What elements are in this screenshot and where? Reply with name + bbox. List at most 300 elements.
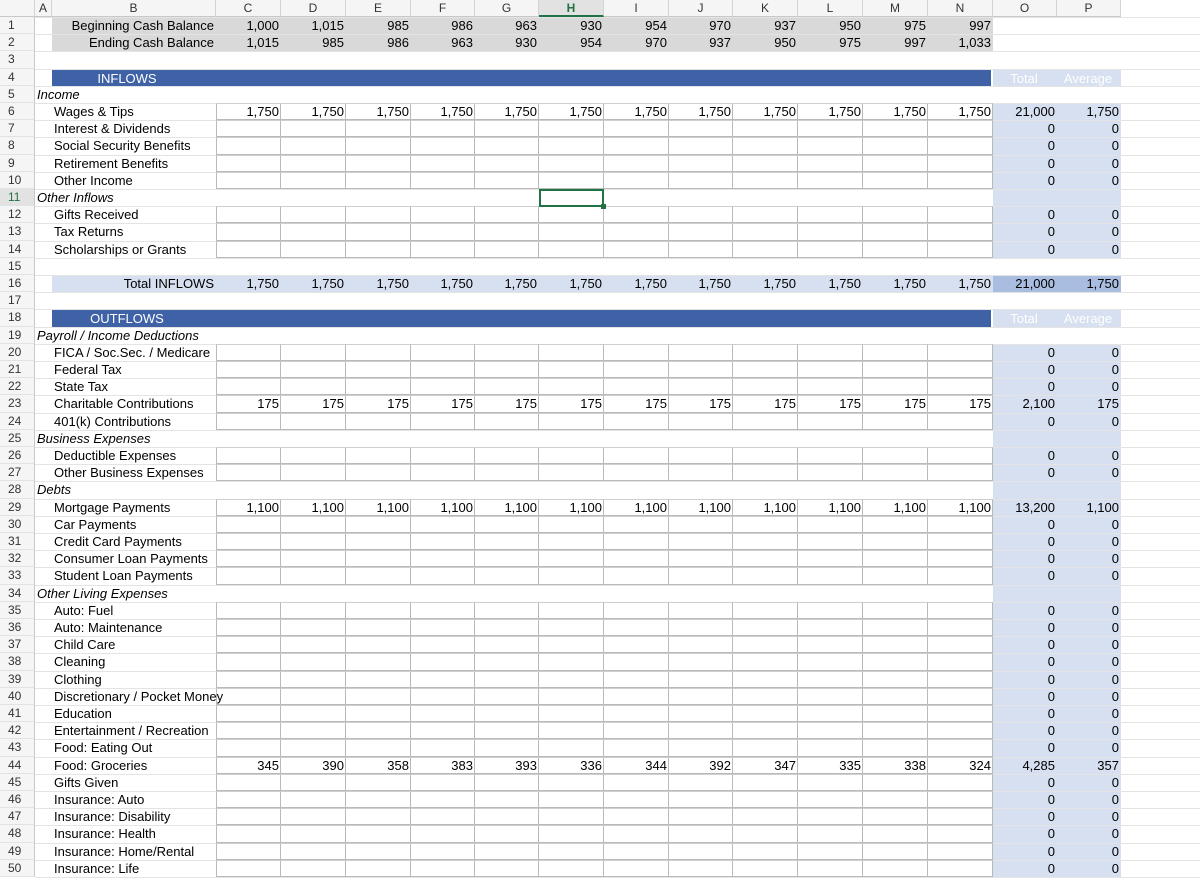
row-header-31[interactable]: 31 xyxy=(0,533,35,550)
row-header-38[interactable]: 38 xyxy=(0,653,35,670)
column-header-a[interactable]: A xyxy=(35,0,52,17)
input-cell[interactable] xyxy=(798,206,863,223)
input-cell[interactable] xyxy=(216,653,281,670)
input-cell[interactable] xyxy=(539,567,604,584)
input-cell[interactable] xyxy=(281,636,346,653)
input-cell[interactable] xyxy=(411,464,475,481)
row-header-30[interactable]: 30 xyxy=(0,516,35,533)
input-cell[interactable] xyxy=(281,516,346,533)
input-cell[interactable] xyxy=(281,619,346,636)
input-cell[interactable] xyxy=(798,688,863,705)
input-cell[interactable] xyxy=(346,137,411,154)
input-cell[interactable] xyxy=(798,825,863,842)
input-cell[interactable] xyxy=(539,550,604,567)
input-cell[interactable] xyxy=(475,722,539,739)
input-cell[interactable] xyxy=(733,464,798,481)
input-cell[interactable] xyxy=(928,516,993,533)
input-cell[interactable] xyxy=(539,860,604,877)
input-cell[interactable] xyxy=(669,344,733,361)
column-header-p[interactable]: P xyxy=(1057,0,1121,17)
input-cell[interactable] xyxy=(216,567,281,584)
input-cell[interactable] xyxy=(539,361,604,378)
input-cell[interactable] xyxy=(411,206,475,223)
input-cell[interactable] xyxy=(604,172,669,189)
input-cell[interactable] xyxy=(346,378,411,395)
input-cell[interactable] xyxy=(863,825,928,842)
input-cell[interactable] xyxy=(928,653,993,670)
input-cell[interactable] xyxy=(216,722,281,739)
input-cell[interactable] xyxy=(863,688,928,705)
input-cell[interactable] xyxy=(346,361,411,378)
input-cell[interactable] xyxy=(798,447,863,464)
column-header-j[interactable]: J xyxy=(669,0,733,17)
input-cell[interactable] xyxy=(475,774,539,791)
row-header-41[interactable]: 41 xyxy=(0,705,35,722)
input-cell[interactable] xyxy=(604,653,669,670)
input-cell[interactable] xyxy=(539,120,604,137)
input-cell[interactable] xyxy=(346,206,411,223)
input-cell[interactable] xyxy=(346,688,411,705)
input-cell[interactable] xyxy=(216,413,281,430)
input-cell[interactable] xyxy=(346,464,411,481)
input-cell[interactable] xyxy=(733,688,798,705)
input-cell[interactable] xyxy=(669,671,733,688)
input-cell[interactable] xyxy=(733,241,798,258)
input-cell[interactable] xyxy=(216,155,281,172)
input-cell[interactable] xyxy=(798,241,863,258)
input-cell[interactable] xyxy=(475,791,539,808)
input-cell[interactable] xyxy=(475,808,539,825)
input-cell[interactable] xyxy=(281,361,346,378)
row-header-3[interactable]: 3 xyxy=(0,51,35,68)
select-all-corner[interactable] xyxy=(0,0,35,17)
input-cell[interactable] xyxy=(411,843,475,860)
input-cell[interactable] xyxy=(928,464,993,481)
input-cell[interactable] xyxy=(346,172,411,189)
input-cell[interactable] xyxy=(669,120,733,137)
input-cell[interactable] xyxy=(346,825,411,842)
input-cell[interactable] xyxy=(928,808,993,825)
input-cell[interactable] xyxy=(928,361,993,378)
input-cell[interactable] xyxy=(604,533,669,550)
input-cell[interactable] xyxy=(346,739,411,756)
input-cell[interactable] xyxy=(863,653,928,670)
input-cell[interactable] xyxy=(798,774,863,791)
input-cell[interactable] xyxy=(539,344,604,361)
input-cell[interactable] xyxy=(733,825,798,842)
row-header-34[interactable]: 34 xyxy=(0,585,35,602)
input-cell[interactable] xyxy=(733,567,798,584)
input-cell[interactable] xyxy=(216,447,281,464)
input-cell[interactable] xyxy=(863,791,928,808)
input-cell[interactable] xyxy=(798,860,863,877)
input-cell[interactable] xyxy=(539,671,604,688)
input-cell[interactable] xyxy=(411,172,475,189)
input-cell[interactable] xyxy=(475,155,539,172)
input-cell[interactable] xyxy=(216,636,281,653)
input-cell[interactable] xyxy=(798,567,863,584)
input-cell[interactable] xyxy=(539,172,604,189)
input-cell[interactable] xyxy=(281,671,346,688)
input-cell[interactable] xyxy=(733,705,798,722)
input-cell[interactable] xyxy=(798,378,863,395)
input-cell[interactable] xyxy=(733,671,798,688)
input-cell[interactable] xyxy=(669,137,733,154)
input-cell[interactable] xyxy=(216,860,281,877)
input-cell[interactable] xyxy=(733,843,798,860)
input-cell[interactable] xyxy=(604,413,669,430)
input-cell[interactable] xyxy=(475,413,539,430)
input-cell[interactable] xyxy=(863,808,928,825)
input-cell[interactable] xyxy=(863,361,928,378)
input-cell[interactable] xyxy=(928,447,993,464)
input-cell[interactable] xyxy=(798,619,863,636)
input-cell[interactable] xyxy=(411,378,475,395)
input-cell[interactable] xyxy=(863,550,928,567)
input-cell[interactable] xyxy=(733,653,798,670)
input-cell[interactable] xyxy=(411,516,475,533)
input-cell[interactable] xyxy=(669,808,733,825)
input-cell[interactable] xyxy=(604,464,669,481)
input-cell[interactable] xyxy=(669,516,733,533)
input-cell[interactable] xyxy=(733,206,798,223)
input-cell[interactable] xyxy=(539,223,604,240)
input-cell[interactable] xyxy=(216,120,281,137)
input-cell[interactable] xyxy=(863,155,928,172)
row-header-13[interactable]: 13 xyxy=(0,223,35,240)
input-cell[interactable] xyxy=(928,567,993,584)
input-cell[interactable] xyxy=(733,860,798,877)
input-cell[interactable] xyxy=(798,137,863,154)
input-cell[interactable] xyxy=(928,172,993,189)
row-header-1[interactable]: 1 xyxy=(0,17,35,34)
input-cell[interactable] xyxy=(798,120,863,137)
input-cell[interactable] xyxy=(475,533,539,550)
input-cell[interactable] xyxy=(216,791,281,808)
input-cell[interactable] xyxy=(604,636,669,653)
row-header-44[interactable]: 44 xyxy=(0,757,35,774)
input-cell[interactable] xyxy=(863,602,928,619)
input-cell[interactable] xyxy=(669,688,733,705)
column-header-m[interactable]: M xyxy=(863,0,928,17)
row-header-21[interactable]: 21 xyxy=(0,361,35,378)
input-cell[interactable] xyxy=(475,705,539,722)
input-cell[interactable] xyxy=(411,739,475,756)
input-cell[interactable] xyxy=(798,602,863,619)
input-cell[interactable] xyxy=(475,378,539,395)
input-cell[interactable] xyxy=(863,447,928,464)
input-cell[interactable] xyxy=(281,843,346,860)
input-cell[interactable] xyxy=(281,344,346,361)
row-header-26[interactable]: 26 xyxy=(0,447,35,464)
input-cell[interactable] xyxy=(346,843,411,860)
input-cell[interactable] xyxy=(733,447,798,464)
input-cell[interactable] xyxy=(346,447,411,464)
input-cell[interactable] xyxy=(281,653,346,670)
input-cell[interactable] xyxy=(539,808,604,825)
row-header-43[interactable]: 43 xyxy=(0,739,35,756)
input-cell[interactable] xyxy=(216,602,281,619)
input-cell[interactable] xyxy=(411,223,475,240)
input-cell[interactable] xyxy=(346,120,411,137)
input-cell[interactable] xyxy=(928,688,993,705)
input-cell[interactable] xyxy=(411,653,475,670)
row-header-49[interactable]: 49 xyxy=(0,843,35,860)
input-cell[interactable] xyxy=(539,705,604,722)
input-cell[interactable] xyxy=(733,774,798,791)
input-cell[interactable] xyxy=(411,791,475,808)
input-cell[interactable] xyxy=(669,722,733,739)
input-cell[interactable] xyxy=(733,120,798,137)
input-cell[interactable] xyxy=(928,825,993,842)
input-cell[interactable] xyxy=(411,860,475,877)
input-cell[interactable] xyxy=(411,722,475,739)
row-header-19[interactable]: 19 xyxy=(0,327,35,344)
input-cell[interactable] xyxy=(216,825,281,842)
input-cell[interactable] xyxy=(733,155,798,172)
input-cell[interactable] xyxy=(216,774,281,791)
input-cell[interactable] xyxy=(346,155,411,172)
input-cell[interactable] xyxy=(281,688,346,705)
input-cell[interactable] xyxy=(411,550,475,567)
input-cell[interactable] xyxy=(411,447,475,464)
input-cell[interactable] xyxy=(539,533,604,550)
row-header-9[interactable]: 9 xyxy=(0,155,35,172)
input-cell[interactable] xyxy=(604,739,669,756)
input-cell[interactable] xyxy=(216,533,281,550)
input-cell[interactable] xyxy=(281,155,346,172)
input-cell[interactable] xyxy=(475,671,539,688)
input-cell[interactable] xyxy=(216,705,281,722)
input-cell[interactable] xyxy=(475,223,539,240)
input-cell[interactable] xyxy=(216,223,281,240)
input-cell[interactable] xyxy=(928,619,993,636)
input-cell[interactable] xyxy=(281,825,346,842)
input-cell[interactable] xyxy=(346,774,411,791)
input-cell[interactable] xyxy=(411,688,475,705)
input-cell[interactable] xyxy=(863,413,928,430)
row-header-36[interactable]: 36 xyxy=(0,619,35,636)
input-cell[interactable] xyxy=(604,671,669,688)
input-cell[interactable] xyxy=(863,671,928,688)
input-cell[interactable] xyxy=(216,808,281,825)
input-cell[interactable] xyxy=(346,567,411,584)
input-cell[interactable] xyxy=(604,447,669,464)
input-cell[interactable] xyxy=(604,361,669,378)
input-cell[interactable] xyxy=(798,791,863,808)
input-cell[interactable] xyxy=(281,464,346,481)
row-header-40[interactable]: 40 xyxy=(0,688,35,705)
input-cell[interactable] xyxy=(733,791,798,808)
input-cell[interactable] xyxy=(798,172,863,189)
input-cell[interactable] xyxy=(928,860,993,877)
input-cell[interactable] xyxy=(798,843,863,860)
input-cell[interactable] xyxy=(411,120,475,137)
input-cell[interactable] xyxy=(346,413,411,430)
input-cell[interactable] xyxy=(539,464,604,481)
fill-handle[interactable] xyxy=(601,204,606,209)
input-cell[interactable] xyxy=(669,774,733,791)
input-cell[interactable] xyxy=(733,516,798,533)
column-header-l[interactable]: L xyxy=(798,0,863,17)
input-cell[interactable] xyxy=(539,653,604,670)
row-header-20[interactable]: 20 xyxy=(0,344,35,361)
row-header-14[interactable]: 14 xyxy=(0,241,35,258)
row-header-45[interactable]: 45 xyxy=(0,774,35,791)
input-cell[interactable] xyxy=(411,808,475,825)
input-cell[interactable] xyxy=(346,791,411,808)
row-header-11[interactable]: 11 xyxy=(0,189,35,206)
row-header-17[interactable]: 17 xyxy=(0,292,35,309)
input-cell[interactable] xyxy=(669,550,733,567)
input-cell[interactable] xyxy=(669,653,733,670)
input-cell[interactable] xyxy=(346,636,411,653)
input-cell[interactable] xyxy=(669,378,733,395)
input-cell[interactable] xyxy=(475,206,539,223)
input-cell[interactable] xyxy=(604,120,669,137)
input-cell[interactable] xyxy=(863,533,928,550)
input-cell[interactable] xyxy=(475,843,539,860)
input-cell[interactable] xyxy=(475,860,539,877)
input-cell[interactable] xyxy=(281,774,346,791)
input-cell[interactable] xyxy=(539,722,604,739)
input-cell[interactable] xyxy=(281,808,346,825)
input-cell[interactable] xyxy=(669,241,733,258)
column-header-f[interactable]: F xyxy=(411,0,475,17)
input-cell[interactable] xyxy=(346,550,411,567)
column-header-o[interactable]: O xyxy=(993,0,1057,17)
input-cell[interactable] xyxy=(928,636,993,653)
row-header-47[interactable]: 47 xyxy=(0,808,35,825)
row-header-28[interactable]: 28 xyxy=(0,481,35,498)
input-cell[interactable] xyxy=(798,636,863,653)
input-cell[interactable] xyxy=(346,619,411,636)
input-cell[interactable] xyxy=(928,550,993,567)
input-cell[interactable] xyxy=(669,447,733,464)
input-cell[interactable] xyxy=(346,602,411,619)
input-cell[interactable] xyxy=(669,223,733,240)
active-cell-selection[interactable] xyxy=(539,189,604,207)
input-cell[interactable] xyxy=(216,843,281,860)
input-cell[interactable] xyxy=(475,602,539,619)
input-cell[interactable] xyxy=(798,722,863,739)
input-cell[interactable] xyxy=(798,550,863,567)
input-cell[interactable] xyxy=(669,567,733,584)
input-cell[interactable] xyxy=(281,705,346,722)
input-cell[interactable] xyxy=(863,516,928,533)
input-cell[interactable] xyxy=(604,137,669,154)
input-cell[interactable] xyxy=(733,413,798,430)
input-cell[interactable] xyxy=(798,155,863,172)
input-cell[interactable] xyxy=(733,808,798,825)
input-cell[interactable] xyxy=(216,206,281,223)
input-cell[interactable] xyxy=(669,705,733,722)
input-cell[interactable] xyxy=(928,378,993,395)
input-cell[interactable] xyxy=(604,241,669,258)
input-cell[interactable] xyxy=(928,137,993,154)
input-cell[interactable] xyxy=(863,137,928,154)
input-cell[interactable] xyxy=(733,172,798,189)
row-header-22[interactable]: 22 xyxy=(0,378,35,395)
input-cell[interactable] xyxy=(346,671,411,688)
input-cell[interactable] xyxy=(281,378,346,395)
row-header-35[interactable]: 35 xyxy=(0,602,35,619)
row-header-6[interactable]: 6 xyxy=(0,103,35,120)
input-cell[interactable] xyxy=(604,619,669,636)
input-cell[interactable] xyxy=(346,705,411,722)
column-header-g[interactable]: G xyxy=(475,0,539,17)
input-cell[interactable] xyxy=(281,223,346,240)
input-cell[interactable] xyxy=(604,808,669,825)
input-cell[interactable] xyxy=(216,344,281,361)
row-header-5[interactable]: 5 xyxy=(0,86,35,103)
input-cell[interactable] xyxy=(475,825,539,842)
input-cell[interactable] xyxy=(539,602,604,619)
input-cell[interactable] xyxy=(928,533,993,550)
input-cell[interactable] xyxy=(216,361,281,378)
row-header-27[interactable]: 27 xyxy=(0,464,35,481)
row-header-29[interactable]: 29 xyxy=(0,499,35,516)
column-header-i[interactable]: I xyxy=(604,0,669,17)
row-header-32[interactable]: 32 xyxy=(0,550,35,567)
input-cell[interactable] xyxy=(733,619,798,636)
input-cell[interactable] xyxy=(733,137,798,154)
input-cell[interactable] xyxy=(669,533,733,550)
input-cell[interactable] xyxy=(411,671,475,688)
input-cell[interactable] xyxy=(281,567,346,584)
input-cell[interactable] xyxy=(928,155,993,172)
input-cell[interactable] xyxy=(863,172,928,189)
input-cell[interactable] xyxy=(604,223,669,240)
input-cell[interactable] xyxy=(475,653,539,670)
input-cell[interactable] xyxy=(216,516,281,533)
input-cell[interactable] xyxy=(411,344,475,361)
input-cell[interactable] xyxy=(216,550,281,567)
input-cell[interactable] xyxy=(669,361,733,378)
input-cell[interactable] xyxy=(216,739,281,756)
row-header-24[interactable]: 24 xyxy=(0,413,35,430)
row-header-10[interactable]: 10 xyxy=(0,172,35,189)
row-header-42[interactable]: 42 xyxy=(0,722,35,739)
input-cell[interactable] xyxy=(928,705,993,722)
input-cell[interactable] xyxy=(733,602,798,619)
input-cell[interactable] xyxy=(604,550,669,567)
input-cell[interactable] xyxy=(863,344,928,361)
input-cell[interactable] xyxy=(669,413,733,430)
input-cell[interactable] xyxy=(346,241,411,258)
input-cell[interactable] xyxy=(411,636,475,653)
input-cell[interactable] xyxy=(604,791,669,808)
input-cell[interactable] xyxy=(798,808,863,825)
input-cell[interactable] xyxy=(798,705,863,722)
row-header-4[interactable]: 4 xyxy=(0,69,35,86)
input-cell[interactable] xyxy=(733,739,798,756)
input-cell[interactable] xyxy=(411,705,475,722)
input-cell[interactable] xyxy=(216,241,281,258)
input-cell[interactable] xyxy=(475,516,539,533)
input-cell[interactable] xyxy=(669,843,733,860)
input-cell[interactable] xyxy=(604,860,669,877)
input-cell[interactable] xyxy=(475,550,539,567)
input-cell[interactable] xyxy=(733,550,798,567)
input-cell[interactable] xyxy=(928,223,993,240)
input-cell[interactable] xyxy=(863,774,928,791)
input-cell[interactable] xyxy=(539,636,604,653)
input-cell[interactable] xyxy=(539,378,604,395)
input-cell[interactable] xyxy=(346,533,411,550)
input-cell[interactable] xyxy=(281,447,346,464)
input-cell[interactable] xyxy=(539,516,604,533)
